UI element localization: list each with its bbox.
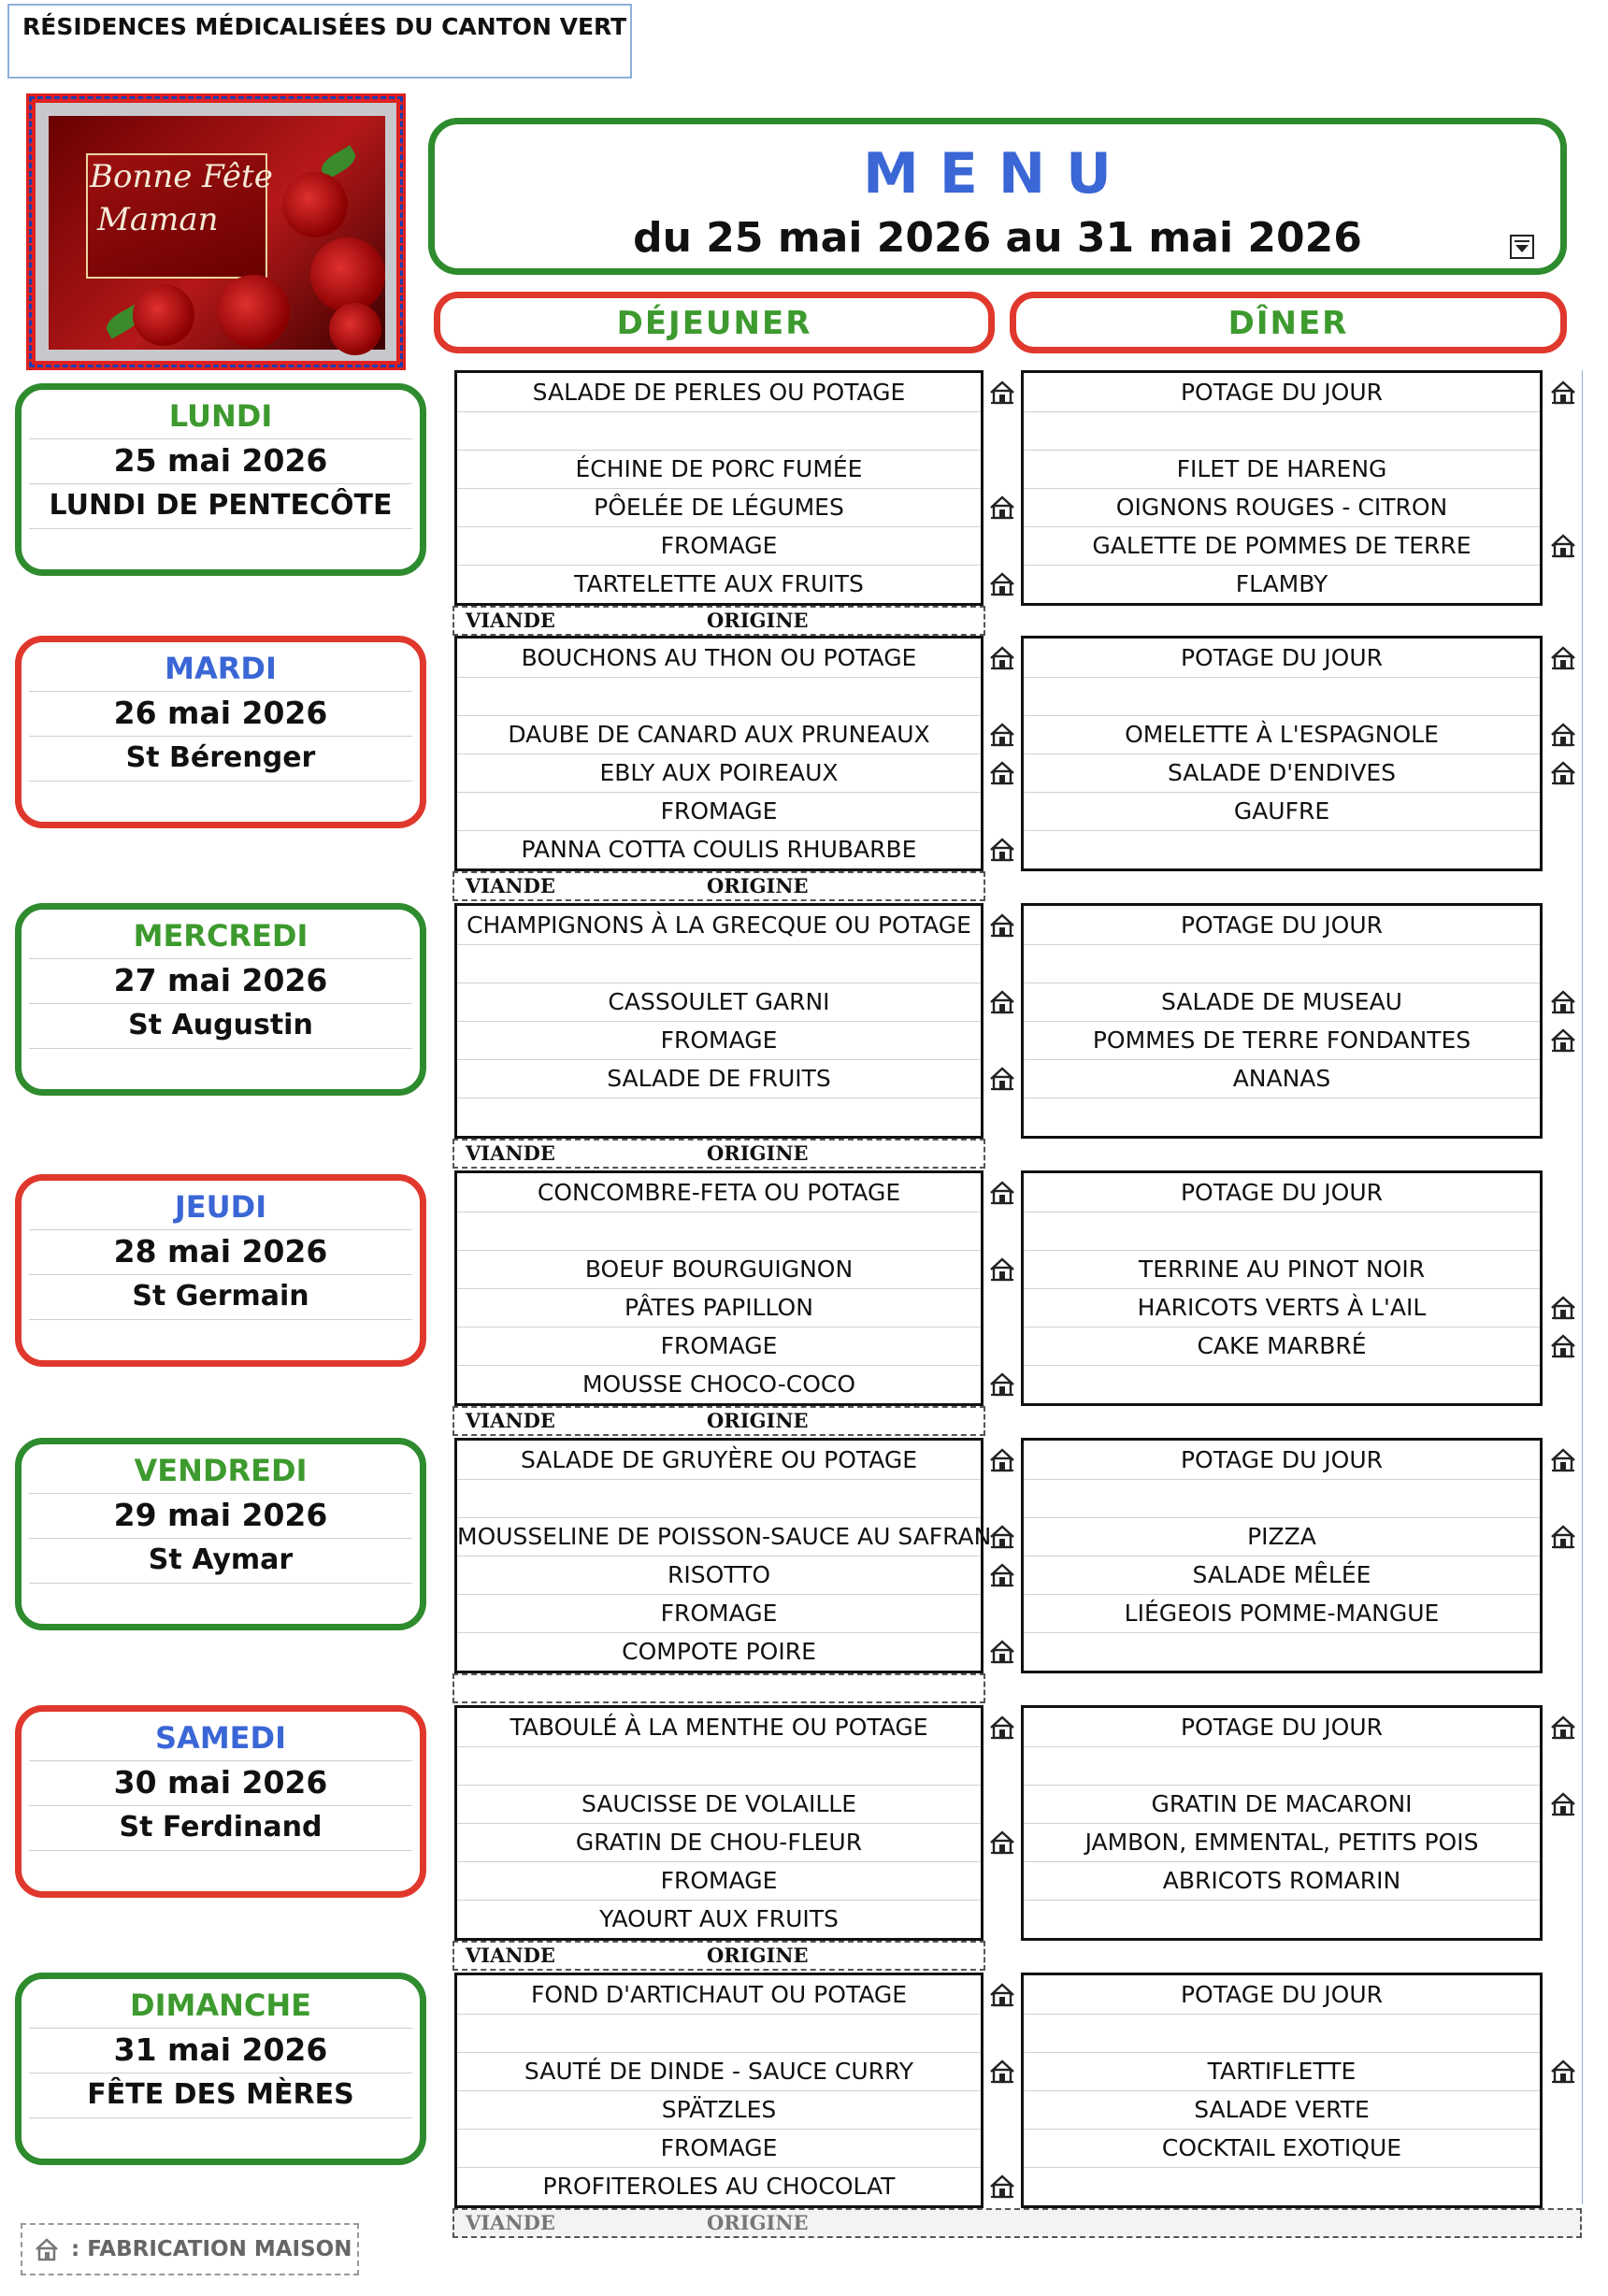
dinner-dish: GRATIN DE MACARONI: [1024, 1785, 1540, 1824]
lunch-dish: PROFITEROLES AU CHOCOLAT: [542, 2173, 896, 2200]
day-name: MERCREDI: [29, 913, 412, 959]
lunch-header: DÉJEUNER: [434, 292, 995, 353]
lunch-dish: SPÄTZLES: [457, 2090, 981, 2130]
dinner-dish: ABRICOTS ROMARIN: [1024, 1861, 1540, 1901]
dinner-dish: GALETTE DE POMMES DE TERRE: [1024, 526, 1540, 566]
dinner-header: DÎNER: [1010, 292, 1567, 353]
greeting-card-image: [26, 93, 406, 370]
house-icon: [1550, 380, 1576, 406]
house-icon: [989, 1371, 1015, 1398]
dinner-dish: HARICOTS VERTS À L'AIL: [1024, 1288, 1540, 1327]
lunch-dish: RISOTTO: [457, 1556, 981, 1595]
homemade-marker: [1546, 1708, 1580, 1746]
house-icon: [989, 645, 1015, 671]
lunch-dish: ÉCHINE DE PORC FUMÉE: [457, 450, 981, 489]
origin-label: ORIGINE: [707, 1141, 809, 1165]
lunch-dish: [457, 1098, 981, 1136]
dinner-dish: [1024, 677, 1540, 716]
menu-dates: du 25 mai 2026 au 31 mai 2026: [633, 214, 1362, 262]
homemade-marker: [1546, 1327, 1580, 1365]
lunch-dish: EBLY AUX POIREAUX: [457, 753, 981, 793]
day-saint: St Bérenger: [29, 736, 412, 782]
meat-origin-row: [452, 2208, 1582, 2238]
day-blank-row: [29, 1583, 412, 1628]
dinner-table: [1021, 903, 1543, 1139]
dinner-table: [1021, 1705, 1543, 1941]
dinner-dish: POTAGE DU JOUR: [1024, 906, 1540, 945]
lunch-dish: SALADE DE GRUYÈRE OU POTAGE: [457, 1441, 981, 1480]
dinner-dish: POTAGE DU JOUR: [1024, 1975, 1540, 2015]
house-icon: [1550, 645, 1576, 671]
lunch-dish: PÔELÉE DE LÉGUMES: [457, 488, 981, 527]
origin-label: ORIGINE: [707, 1944, 809, 1967]
homemade-marker: [1546, 2052, 1580, 2090]
day-date: 29 mai 2026: [29, 1493, 412, 1539]
homemade-marker: [985, 1441, 1019, 1479]
homemade-marker: [1546, 1441, 1580, 1479]
lunch-dish: TARTELETTE AUX FRUITS: [574, 570, 864, 597]
meat-origin-row: [452, 871, 985, 901]
lunch-dish: MOUSSE CHOCO-COCO: [581, 1370, 856, 1398]
lunch-dish: [457, 411, 981, 451]
meat-origin-row: [452, 1941, 985, 1971]
title-box: [428, 118, 1567, 275]
meat-origin-row: [452, 606, 985, 636]
homemade-marker: [985, 488, 1019, 526]
lunch-dish: FROMAGE: [457, 2129, 981, 2168]
dinner-dish: OMELETTE À L'ESPAGNOLE: [1024, 715, 1540, 754]
lunch-dish: CASSOULET GARNI: [457, 983, 981, 1022]
homemade-marker: [1546, 715, 1580, 753]
meat-label: VIANDE: [466, 1944, 555, 1967]
house-icon: [989, 380, 1015, 406]
origin-label: ORIGINE: [707, 1409, 809, 1432]
homemade-marker: [985, 1556, 1019, 1594]
lunch-dish: PANNA COTTA COULIS RHUBARBE: [521, 836, 917, 863]
homemade-marker: [985, 753, 1019, 792]
day-blank-row: [29, 528, 412, 573]
day-name: JEUDI: [29, 1184, 412, 1230]
homemade-marker: [985, 830, 1019, 868]
day-blank-row: [29, 1850, 412, 1895]
homemade-marker: [1546, 1021, 1580, 1059]
house-icon: [989, 1639, 1015, 1665]
homemade-marker: [1546, 1785, 1580, 1823]
legend-text: : FABRICATION MAISON: [71, 2237, 352, 2261]
day-date: 28 mai 2026: [29, 1229, 412, 1275]
homemade-marker: [985, 906, 1019, 944]
lunch-dish: DAUBE DE CANARD AUX PRUNEAUX: [457, 715, 981, 754]
lunch-dish: FROMAGE: [457, 1021, 981, 1060]
greeting-line1: Bonne Fête: [90, 158, 273, 195]
dinner-dish: POTAGE DU JOUR: [1024, 373, 1540, 412]
house-icon: [1550, 722, 1576, 748]
dinner-dish: POTAGE DU JOUR: [1024, 1708, 1540, 1747]
house-icon: [989, 837, 1015, 863]
meat-label: VIANDE: [466, 1409, 555, 1432]
homemade-marker: [985, 1823, 1019, 1861]
homemade-marker: [985, 983, 1019, 1021]
house-icon: [1550, 760, 1576, 786]
homemade-marker: [985, 1975, 1019, 2014]
homemade-marker: [985, 565, 1019, 603]
lunch-dish: SAUCISSE DE VOLAILLE: [457, 1785, 981, 1824]
dinner-dish: FLAMBY: [1235, 570, 1328, 597]
house-icon: [989, 912, 1015, 939]
lunch-dish: SAUTÉ DE DINDE - SAUCE CURRY: [457, 2052, 981, 2091]
day-name: LUNDI: [29, 394, 412, 439]
dinner-dish: [1024, 1098, 1540, 1136]
homemade-marker: [985, 373, 1019, 411]
house-icon: [989, 1715, 1015, 1741]
rose-shape: [133, 284, 194, 346]
dinner-dish: POTAGE DU JOUR: [1024, 1173, 1540, 1213]
house-icon: [989, 1830, 1015, 1856]
menu-title: MENU: [863, 141, 1132, 207]
homemade-marker: [985, 2167, 1019, 2205]
lunch-table: [454, 1438, 992, 1673]
homemade-marker: [985, 1708, 1019, 1746]
day-name: MARDI: [29, 646, 412, 692]
org-box: [7, 4, 632, 79]
dinner-dish: PIZZA: [1024, 1517, 1540, 1557]
lunch-table: [454, 1705, 983, 1941]
meat-origin-row: [452, 1673, 985, 1703]
lunch-dish: BOUCHONS AU THON OU POTAGE: [457, 639, 981, 678]
day-blank-row: [29, 1319, 412, 1364]
house-icon: [989, 989, 1015, 1015]
lunch-dish: FROMAGE: [457, 792, 981, 831]
lunch-dish: PÂTES PAPILLON: [457, 1288, 981, 1327]
day-saint: FÊTE DES MÈRES: [29, 2073, 412, 2118]
house-icon: [989, 1562, 1015, 1588]
day-saint: St Augustin: [29, 1003, 412, 1049]
dinner-dish: SALADE MÊLÉE: [1024, 1556, 1540, 1595]
lunch-dish: YAOURT AUX FRUITS: [599, 1905, 839, 1932]
day-saint: St Germain: [29, 1274, 412, 1320]
house-icon: [34, 2236, 60, 2262]
day-name: VENDREDI: [29, 1448, 412, 1494]
lunch-dish: [457, 677, 981, 716]
dinner-dish: JAMBON, EMMENTAL, PETITS POIS: [1024, 1823, 1540, 1862]
lunch-dish: FOND D'ARTICHAUT OU POTAGE: [457, 1975, 981, 2015]
lunch-table: [454, 636, 983, 871]
homemade-marker: [985, 1632, 1019, 1671]
meat-label: VIANDE: [466, 874, 555, 897]
house-icon: [989, 1180, 1015, 1206]
day-date: 26 mai 2026: [29, 691, 412, 737]
lunch-dish: SALADE DE FRUITS: [457, 1059, 981, 1098]
day-name: SAMEDI: [29, 1715, 412, 1761]
house-icon: [1550, 1791, 1576, 1817]
meat-label: VIANDE: [466, 609, 555, 632]
lunch-dish: [457, 944, 981, 983]
homemade-marker: [985, 1365, 1019, 1403]
homemade-marker: [985, 639, 1019, 677]
day-blank-row: [29, 781, 412, 825]
dinner-dish: [1024, 411, 1540, 451]
dinner-dish: GAUFRE: [1024, 792, 1540, 831]
lunch-table: [454, 370, 983, 606]
dinner-dish: [1024, 1746, 1540, 1786]
house-icon: [989, 1982, 1015, 2008]
legend-box: [21, 2223, 359, 2275]
greeting-line2: Maman: [97, 201, 219, 238]
dinner-dish: [1024, 830, 1540, 868]
dinner-dish: TERRINE AU PINOT NOIR: [1024, 1250, 1540, 1289]
lunch-dish: FROMAGE: [457, 1594, 981, 1633]
house-icon: [1550, 2059, 1576, 2085]
rose-shape: [329, 303, 381, 355]
house-icon: [1550, 1295, 1576, 1321]
lunch-table: [454, 1973, 983, 2208]
homemade-marker: [1546, 373, 1580, 411]
dinner-dish: SALADE VERTE: [1024, 2090, 1540, 2130]
homemade-marker: [985, 715, 1019, 753]
day-saint: St Ferdinand: [29, 1805, 412, 1851]
house-icon: [989, 495, 1015, 521]
day-box: [15, 383, 426, 576]
origin-label: ORIGINE: [707, 2211, 809, 2234]
homemade-marker: [985, 2052, 1019, 2090]
lunch-dish: GRATIN DE CHOU-FLEUR: [457, 1823, 981, 1862]
lunch-dish: [457, 1746, 981, 1786]
dinner-dish: [1024, 1212, 1540, 1251]
dinner-dish: LIÉGEOIS POMME-MANGUE: [1024, 1594, 1540, 1633]
lunch-dish: FROMAGE: [457, 526, 981, 566]
lunch-dish: CHAMPIGNONS À LA GRECQUE OU POTAGE: [457, 906, 981, 945]
day-blank-row: [29, 2117, 412, 2162]
house-icon: [989, 2174, 1015, 2200]
house-icon: [989, 760, 1015, 786]
homemade-marker: [985, 1517, 1019, 1556]
homemade-marker: [1546, 1517, 1580, 1556]
homemade-marker: [1546, 526, 1580, 565]
house-icon: [989, 1256, 1015, 1283]
lunch-dish: BOEUF BOURGUIGNON: [457, 1250, 981, 1289]
lunch-dish: COMPOTE POIRE: [622, 1638, 816, 1665]
lunch-dish: TABOULÉ À LA MENTHE OU POTAGE: [457, 1708, 981, 1747]
day-box: [15, 903, 426, 1096]
house-icon: [989, 1066, 1015, 1092]
day-date: 31 mai 2026: [29, 2028, 412, 2074]
homemade-marker: [985, 1173, 1019, 1212]
lunch-dish: CONCOMBRE-FETA OU POTAGE: [457, 1173, 981, 1213]
org-name: RÉSIDENCES MÉDICALISÉES DU CANTON VERT: [22, 13, 627, 40]
rose-shape: [282, 172, 348, 237]
house-icon: [989, 571, 1015, 597]
house-icon: [1550, 1715, 1576, 1741]
origin-label: ORIGINE: [707, 874, 809, 897]
dinner-table: [1021, 1438, 1543, 1673]
dinner-dish: [1024, 2167, 1540, 2205]
day-blank-row: [29, 1048, 412, 1093]
dinner-table: [1021, 1973, 1543, 2208]
origin-label: ORIGINE: [707, 609, 809, 632]
house-icon: [1550, 533, 1576, 559]
day-saint: LUNDI DE PENTECÔTE: [29, 483, 412, 529]
rose-shape: [217, 275, 290, 348]
lunch-table: [454, 903, 983, 1139]
homemade-marker: [1546, 983, 1580, 1021]
lunch-dish: [457, 2014, 981, 2053]
dinner-dish: [1024, 1365, 1540, 1403]
house-icon: [989, 1447, 1015, 1473]
dinner-dish: TARTIFLETTE: [1024, 2052, 1540, 2091]
day-date: 25 mai 2026: [29, 438, 412, 484]
meat-origin-row: [452, 1406, 985, 1436]
dinner-dish: [1024, 1479, 1540, 1518]
day-saint: St Aymar: [29, 1538, 412, 1584]
homemade-marker: [1546, 753, 1580, 792]
day-box: [15, 1174, 426, 1367]
dinner-dish: [1024, 1632, 1540, 1671]
lunch-dish: SALADE DE PERLES OU POTAGE: [457, 373, 981, 412]
dinner-dish: ANANAS: [1024, 1059, 1540, 1098]
house-icon: [1550, 1027, 1576, 1054]
dinner-table: [1021, 1170, 1543, 1406]
greeting-text: [90, 155, 273, 241]
dinner-dish: POTAGE DU JOUR: [1024, 1441, 1540, 1480]
day-date: 27 mai 2026: [29, 958, 412, 1004]
lunch-dish: MOUSSELINE DE POISSON-SAUCE AU SAFRAN: [457, 1517, 981, 1557]
dropdown-icon[interactable]: [1510, 235, 1534, 259]
dinner-dish: [1024, 944, 1540, 983]
meat-label: VIANDE: [466, 1141, 555, 1165]
dinner-table: [1021, 636, 1543, 871]
dinner-table: [1021, 370, 1543, 606]
dinner-dish: POTAGE DU JOUR: [1024, 639, 1540, 678]
house-icon: [1550, 1524, 1576, 1550]
dinner-dish: SALADE D'ENDIVES: [1024, 753, 1540, 793]
dinner-dish: SALADE DE MUSEAU: [1024, 983, 1540, 1022]
dinner-dish: CAKE MARBRÉ: [1024, 1327, 1540, 1366]
homemade-marker: [985, 1059, 1019, 1098]
meat-label: VIANDE: [466, 2211, 555, 2234]
day-name: DIMANCHE: [29, 1983, 412, 2029]
day-box: [15, 636, 426, 828]
dinner-dish: OIGNONS ROUGES - CITRON: [1024, 488, 1540, 527]
house-icon: [1550, 1447, 1576, 1473]
dinner-dish: POMMES DE TERRE FONDANTES: [1024, 1021, 1540, 1060]
lunch-dish: FROMAGE: [457, 1327, 981, 1366]
day-date: 30 mai 2026: [29, 1760, 412, 1806]
house-icon: [989, 1524, 1015, 1550]
lunch-dish: FROMAGE: [457, 1861, 981, 1901]
homemade-marker: [1546, 1288, 1580, 1327]
dinner-dish: [1024, 2014, 1540, 2053]
homemade-marker: [1546, 639, 1580, 677]
day-box: [15, 1438, 426, 1630]
house-icon: [1550, 1333, 1576, 1359]
lunch-dish: [457, 1479, 981, 1518]
lunch-dish: [457, 1212, 981, 1251]
house-icon: [989, 722, 1015, 748]
meat-origin-row: [452, 1139, 985, 1169]
rose-shape: [310, 237, 385, 312]
lunch-table: [454, 1170, 983, 1406]
day-box: [15, 1705, 426, 1898]
dinner-dish: COCKTAIL EXOTIQUE: [1024, 2129, 1540, 2168]
house-icon: [1550, 989, 1576, 1015]
homemade-marker: [985, 1250, 1019, 1288]
dinner-dish: FILET DE HARENG: [1024, 450, 1540, 489]
day-box: [15, 1973, 426, 2165]
dinner-dish: [1024, 1900, 1540, 1938]
house-icon: [989, 2059, 1015, 2085]
